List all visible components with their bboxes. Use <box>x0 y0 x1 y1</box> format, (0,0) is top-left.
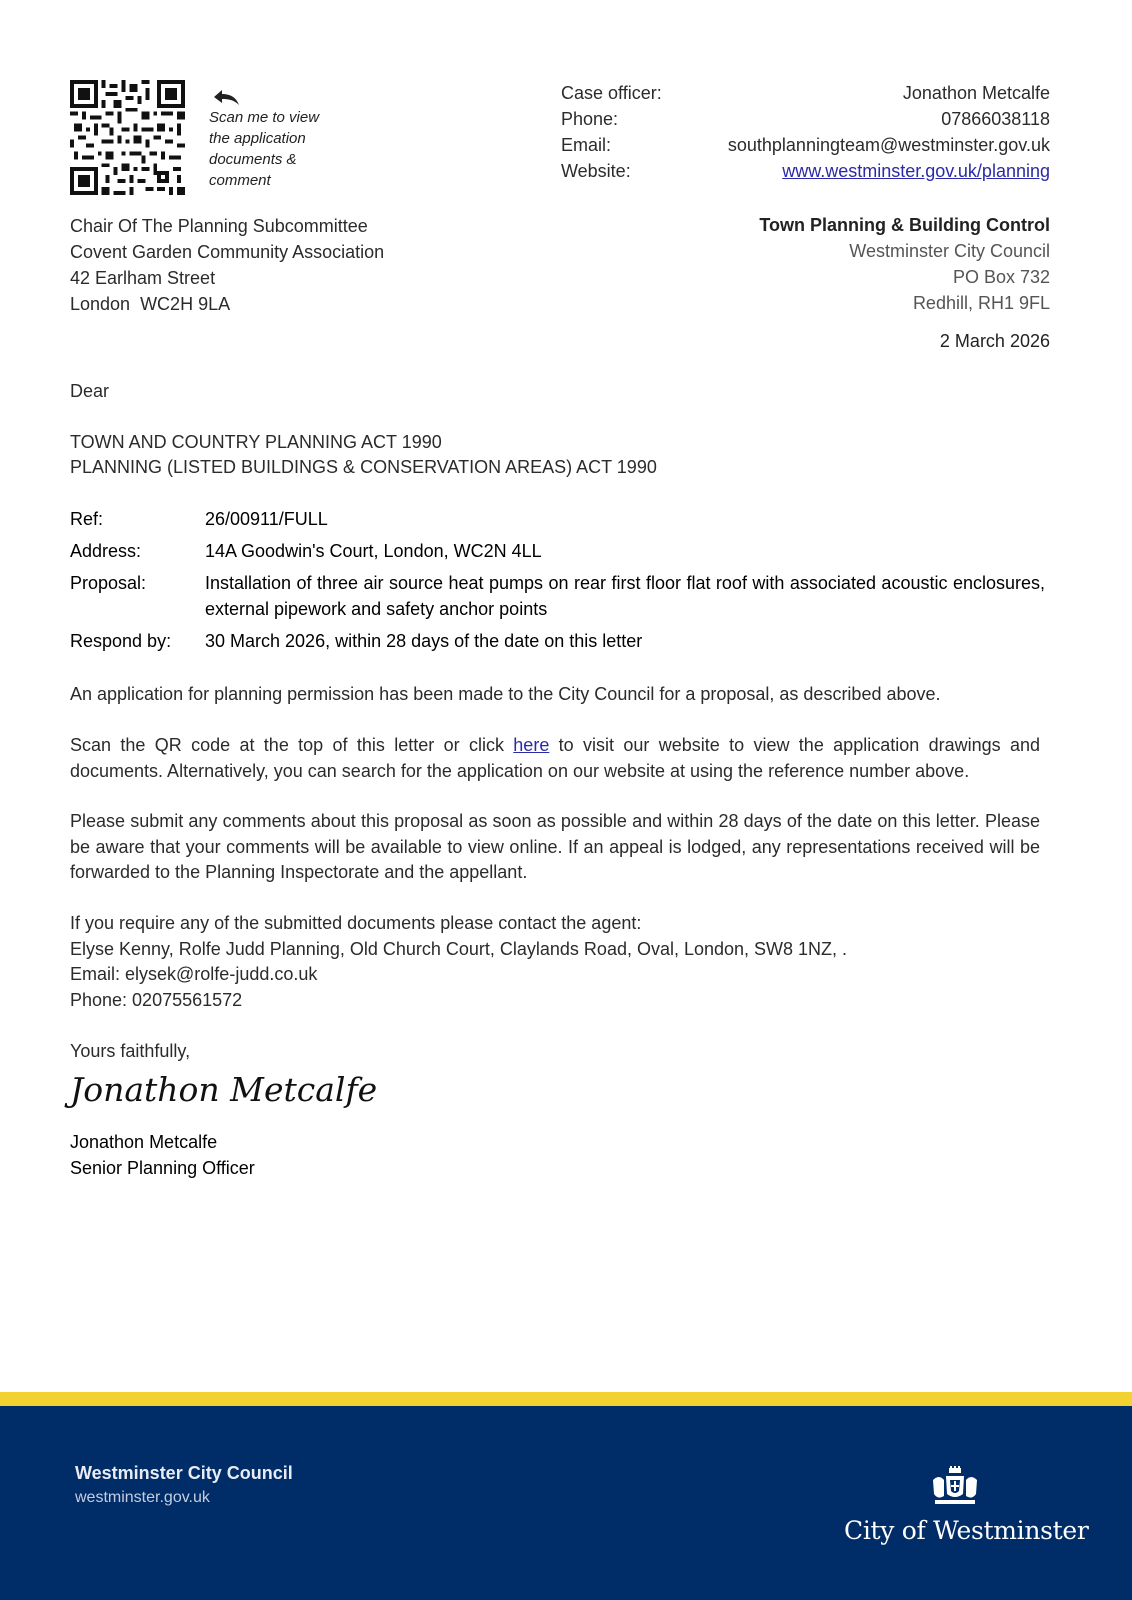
application-details <box>70 506 1045 660</box>
website-row <box>561 158 1050 184</box>
letter-date: 2 March 2026 <box>939 331 1050 351</box>
website-link[interactable]: www.westminster.gov.uk/planning <box>782 161 1050 181</box>
legislation-heading <box>70 430 657 480</box>
phone-label: Phone: <box>561 109 619 129</box>
here-link[interactable]: here <box>513 735 550 755</box>
qr-code[interactable] <box>70 80 185 195</box>
footer-yellow-stripe <box>0 1392 1132 1406</box>
salutation: Dear <box>70 381 110 401</box>
p2-text: to visit our website to view the application drawings and documents. Alternatively, you can search for the application on our website at using the reference number above. <box>70 735 1040 781</box>
footer-url: westminster.gov.uk <box>75 1489 210 1506</box>
city-of-westminster-logo: City of Westminster <box>844 1516 1089 1545</box>
recipient-line: Chair Of The Planning Subcommittee <box>70 216 368 236</box>
recipient-line: 42 Earlham Street <box>70 268 216 288</box>
respond-value: 30 March 2026, within 28 days of the date on this letter <box>205 631 643 651</box>
agent-line: Elyse Kenny, Rolfe Judd Planning, Old Church Court, Claylands Road, Oval, London, SW8 1NZ, . <box>70 938 848 959</box>
agent-contact <box>70 911 1040 1013</box>
scan-line: documents & <box>209 151 297 168</box>
case-officer-row <box>561 80 1050 106</box>
body-paragraph-1: An application for planning permission has been made to the City Council for a proposal, as described above. <box>70 684 941 704</box>
address-label: Address: <box>70 541 142 561</box>
council-department: Town Planning & Building Control <box>759 215 1050 235</box>
council-name: Westminster City Council <box>849 241 1050 261</box>
case-officer-value: Jonathon Metcalfe <box>902 83 1050 103</box>
address-row <box>70 538 1045 564</box>
p2-text: Scan the QR code at the top of this letter or click <box>70 735 514 755</box>
proposal-label: Proposal: <box>70 573 147 593</box>
contact-block <box>561 80 1050 184</box>
signer-block <box>70 1129 255 1181</box>
case-officer-label: Case officer: <box>561 83 662 103</box>
agent-line: If you require any of the submitted documents please contact the agent: <box>70 913 642 933</box>
email-value: southplanningteam@westminster.gov.uk <box>727 135 1050 155</box>
scan-line: the application <box>209 130 306 147</box>
footer-council-name: Westminster City Council <box>75 1463 293 1483</box>
closing: Yours faithfully, <box>70 1041 191 1061</box>
ref-label: Ref: <box>70 509 104 529</box>
ref-row <box>70 506 1045 532</box>
email-row <box>561 132 1050 158</box>
phone-row <box>561 106 1050 132</box>
body-paragraph-2 <box>70 733 1040 784</box>
recipient-address <box>70 213 384 317</box>
scan-line: Scan me to view <box>209 109 320 126</box>
act-line: PLANNING (LISTED BUILDINGS & CONSERVATION AREAS) ACT 1990 <box>70 457 657 477</box>
body-paragraph-3: Please submit any comments about this proposal as soon as possible and within 28 days of the date on this letter. Please be aware that your comments will be available to view online. If an appeal is lodged, any representations received will be forwarded to the Planning Inspectorate and the appellant. <box>70 811 1040 882</box>
phone-value: 07866038118 <box>941 109 1050 129</box>
council-po-box: PO Box 732 <box>952 267 1050 287</box>
qr-scan-caption <box>209 107 339 191</box>
act-line: TOWN AND COUNTRY PLANNING ACT 1990 <box>70 432 442 452</box>
website-label: Website: <box>561 161 631 181</box>
recipient-line: London WC2H 9LA <box>70 294 231 314</box>
respond-label: Respond by: <box>70 631 172 651</box>
address-value: 14A Goodwin's Court, London, WC2N 4LL <box>205 541 542 561</box>
ref-value: 26/00911/FULL <box>205 509 328 529</box>
council-address <box>759 212 1050 316</box>
crest-icon <box>929 1466 981 1508</box>
signer-name: Jonathon Metcalfe <box>70 1132 218 1152</box>
agent-email: Email: elysek@rolfe-judd.co.uk <box>70 964 318 984</box>
council-town: Redhill, RH1 9FL <box>912 293 1050 313</box>
signer-title: Senior Planning Officer <box>70 1158 255 1178</box>
proposal-row <box>70 570 1045 622</box>
proposal-value: Installation of three air source heat pumps on rear first floor flat roof with associated acoustic enclosures, external pipework and safety anchor points <box>205 573 1045 619</box>
email-label: Email: <box>561 135 612 155</box>
curved-arrow-icon <box>210 88 242 108</box>
agent-phone: Phone: 02075561572 <box>70 989 243 1010</box>
signature: Jonathon Metcalfe <box>70 1070 378 1109</box>
scan-line: comment <box>209 172 271 189</box>
recipient-line: Covent Garden Community Association <box>70 242 385 262</box>
respond-row <box>70 628 1045 654</box>
